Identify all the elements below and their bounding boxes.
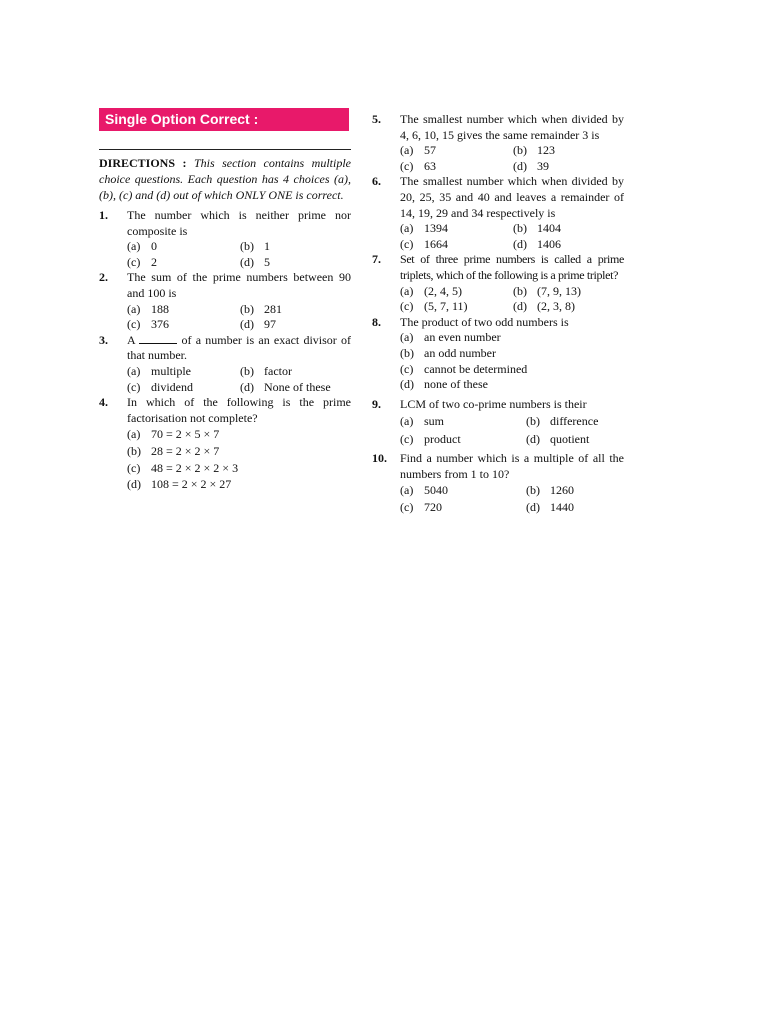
option-b[interactable]: [240, 302, 351, 318]
option-value: 1: [264, 239, 270, 254]
option-label: (a): [400, 283, 414, 298]
option-d[interactable]: [240, 255, 351, 271]
option-a[interactable]: [127, 364, 240, 380]
option-value: 123: [537, 143, 555, 158]
option-label: (a): [127, 427, 141, 442]
option-a[interactable]: [400, 284, 513, 300]
question-5: [372, 112, 624, 174]
option-value: 1406: [537, 236, 561, 251]
option-label: (d): [400, 377, 414, 392]
fill-blank: [139, 333, 177, 344]
question-7: [372, 252, 624, 314]
option-value: 1664: [424, 236, 448, 251]
section-rule: [99, 149, 351, 150]
option-b[interactable]: [127, 443, 351, 460]
option-label: (b): [526, 483, 540, 498]
option-d[interactable]: [240, 380, 351, 396]
option-a[interactable]: [127, 426, 351, 443]
option-value: 63: [424, 158, 436, 173]
option-b[interactable]: [513, 143, 624, 159]
option-b[interactable]: [526, 482, 624, 499]
option-b[interactable]: [513, 221, 624, 237]
question-1: [99, 208, 351, 270]
question-number: 1.: [99, 208, 108, 222]
option-label: (a): [127, 363, 141, 378]
question-number: 9.: [372, 396, 381, 411]
question-text: The smallest number which when divided by 20, 25, 35 and 40 and leaves a remainder of 14, 19, 29 and 34 respectively is: [400, 174, 624, 220]
option-a[interactable]: [400, 330, 624, 346]
option-b[interactable]: [240, 364, 351, 380]
option-c[interactable]: [400, 159, 513, 175]
option-label: (d): [513, 236, 527, 251]
option-label: (b): [400, 345, 414, 360]
option-value: 1440: [550, 500, 574, 515]
question-number: 10.: [372, 451, 387, 466]
option-label: (a): [127, 239, 141, 254]
option-label: (c): [400, 500, 414, 515]
option-label: (a): [400, 414, 414, 429]
option-value: product: [424, 432, 461, 447]
option-a[interactable]: [127, 239, 240, 255]
option-label: (b): [513, 283, 527, 298]
options: [127, 364, 351, 395]
question-text-post: of a number is an exact divisor of that number.: [127, 332, 352, 363]
option-value: 39: [537, 158, 549, 173]
options: [127, 239, 351, 270]
options: [127, 426, 351, 492]
option-d[interactable]: [127, 476, 351, 493]
question-number: 5.: [372, 112, 381, 126]
option-label: (d): [526, 500, 540, 515]
option-b[interactable]: [400, 346, 624, 362]
question-text: In which of the following is the prime factorisation not complete?: [127, 395, 351, 425]
option-a[interactable]: [400, 412, 526, 430]
option-value: None of these: [264, 379, 331, 394]
option-c[interactable]: [127, 380, 240, 396]
option-value: 1394: [424, 221, 448, 236]
option-c[interactable]: [127, 460, 351, 477]
option-label: (d): [240, 379, 254, 394]
option-label: (d): [127, 477, 141, 492]
option-label: (b): [240, 239, 254, 254]
option-value: sum: [424, 414, 445, 429]
option-label: (b): [127, 443, 141, 458]
section-banner: Single Option Correct :: [99, 108, 349, 131]
option-value: dividend: [151, 379, 193, 394]
option-value: difference: [550, 414, 599, 429]
option-value: an even number: [424, 330, 501, 345]
option-value: 376: [151, 317, 169, 332]
option-label: (c): [127, 379, 141, 394]
option-label: (c): [400, 361, 414, 376]
option-value: 70 = 2 × 5 × 7: [151, 427, 220, 442]
option-value: 720: [424, 500, 442, 515]
option-c[interactable]: [400, 299, 513, 315]
option-c[interactable]: [400, 237, 513, 253]
option-label: (d): [513, 299, 527, 314]
option-a[interactable]: [400, 143, 513, 159]
option-value: (7, 9, 13): [537, 283, 581, 298]
question-text: The number which is neither prime nor composite is: [127, 208, 351, 238]
options: [400, 330, 624, 392]
option-label: (c): [400, 299, 414, 314]
option-value: an odd number: [424, 345, 496, 360]
option-label: (b): [513, 221, 527, 236]
option-label: (a): [400, 330, 414, 345]
question-2: [99, 270, 351, 332]
question-text-pre: A: [127, 332, 136, 347]
option-a[interactable]: [400, 221, 513, 237]
option-a[interactable]: [400, 482, 526, 499]
option-c[interactable]: [127, 255, 240, 271]
option-b[interactable]: [513, 284, 624, 300]
question-4: [99, 395, 351, 493]
question-text: [127, 333, 351, 364]
question-text: Set of three prime numbers is called a prime triplets, which of the following is a prime triplet?: [400, 252, 624, 282]
option-value: (2, 3, 8): [537, 299, 575, 314]
right-column: [372, 112, 624, 516]
option-label: (b): [513, 143, 527, 158]
option-c[interactable]: [400, 362, 624, 378]
option-label: (d): [240, 317, 254, 332]
question-6: [372, 174, 624, 252]
option-value: (5, 7, 11): [424, 299, 468, 314]
option-label: (d): [513, 158, 527, 173]
option-value: 108 = 2 × 2 × 27: [151, 477, 232, 492]
option-label: (c): [400, 236, 414, 251]
option-value: 28 = 2 × 2 × 7: [151, 443, 220, 458]
option-value: cannot be determined: [424, 361, 528, 376]
option-label: (d): [526, 432, 540, 447]
option-value: 97: [264, 317, 276, 332]
option-value: 0: [151, 239, 157, 254]
option-value: factor: [264, 363, 292, 378]
option-label: (c): [127, 460, 141, 475]
option-value: 188: [151, 301, 169, 316]
option-label: (b): [240, 301, 254, 316]
options: [400, 284, 624, 315]
options: [400, 143, 624, 174]
option-d[interactable]: [513, 299, 624, 315]
question-text: The product of two odd numbers is: [400, 314, 569, 329]
question-text: The sum of the prime numbers between 90 and 100 is: [127, 270, 351, 300]
left-column: [99, 108, 351, 493]
option-label: (b): [240, 363, 254, 378]
option-value: multiple: [151, 363, 191, 378]
option-c[interactable]: [127, 317, 240, 333]
question-number: 3.: [99, 332, 108, 347]
option-label: (a): [127, 301, 141, 316]
option-label: (b): [526, 414, 540, 429]
question-9: [372, 397, 624, 449]
option-label: (a): [400, 221, 414, 236]
question-text: Find a number which is a multiple of all the numbers from 1 to 10?: [400, 451, 624, 481]
option-value: 48 = 2 × 2 × 2 × 3: [151, 460, 239, 475]
option-value: 57: [424, 143, 436, 158]
option-d[interactable]: [400, 377, 624, 393]
option-value: 281: [264, 301, 282, 316]
option-b[interactable]: [526, 412, 624, 430]
option-value: (2, 4, 5): [424, 283, 462, 298]
options: [127, 302, 351, 333]
option-c[interactable]: [400, 499, 526, 516]
option-value: 1404: [537, 221, 561, 236]
question-number: 2.: [99, 270, 108, 285]
option-d[interactable]: [526, 430, 624, 448]
option-value: 5040: [424, 483, 448, 498]
question-number: 4.: [99, 395, 108, 410]
option-label: (c): [400, 158, 414, 173]
directions-body: This section contains multiple choice questions. Each question has 4 choices (a), (b), (c) and (d) out of which ONLY ONE is correct.: [99, 156, 351, 202]
question-text: LCM of two co-prime numbers is their: [400, 396, 587, 411]
option-d[interactable]: [513, 237, 624, 253]
directions-lead: DIRECTIONS :: [99, 156, 187, 170]
question-number: 6.: [372, 174, 381, 189]
question-number: 8.: [372, 314, 381, 329]
question-number: 7.: [372, 252, 381, 267]
options: [400, 482, 624, 516]
option-value: quotient: [550, 432, 590, 447]
option-label: (c): [127, 254, 141, 269]
option-label: (a): [400, 483, 414, 498]
question-10: [372, 451, 624, 516]
question-8: [372, 315, 624, 393]
option-label: (c): [127, 317, 141, 332]
option-d[interactable]: [526, 499, 624, 516]
option-a[interactable]: [127, 302, 240, 318]
option-d[interactable]: [240, 317, 351, 333]
option-value: 5: [264, 254, 270, 269]
option-value: none of these: [424, 377, 488, 392]
directions: [99, 155, 351, 203]
options: [400, 412, 624, 448]
option-label: (c): [400, 432, 414, 447]
option-c[interactable]: [400, 430, 526, 448]
question-3: [99, 333, 351, 395]
option-label: (d): [240, 254, 254, 269]
option-b[interactable]: [240, 239, 351, 255]
option-label: (a): [400, 143, 414, 158]
option-d[interactable]: [513, 159, 624, 175]
option-value: 1260: [550, 483, 574, 498]
question-text: The smallest number which when divided by 4, 6, 10, 15 gives the same remainder 3 is: [400, 112, 624, 142]
option-value: 2: [151, 254, 157, 269]
options: [400, 221, 624, 252]
